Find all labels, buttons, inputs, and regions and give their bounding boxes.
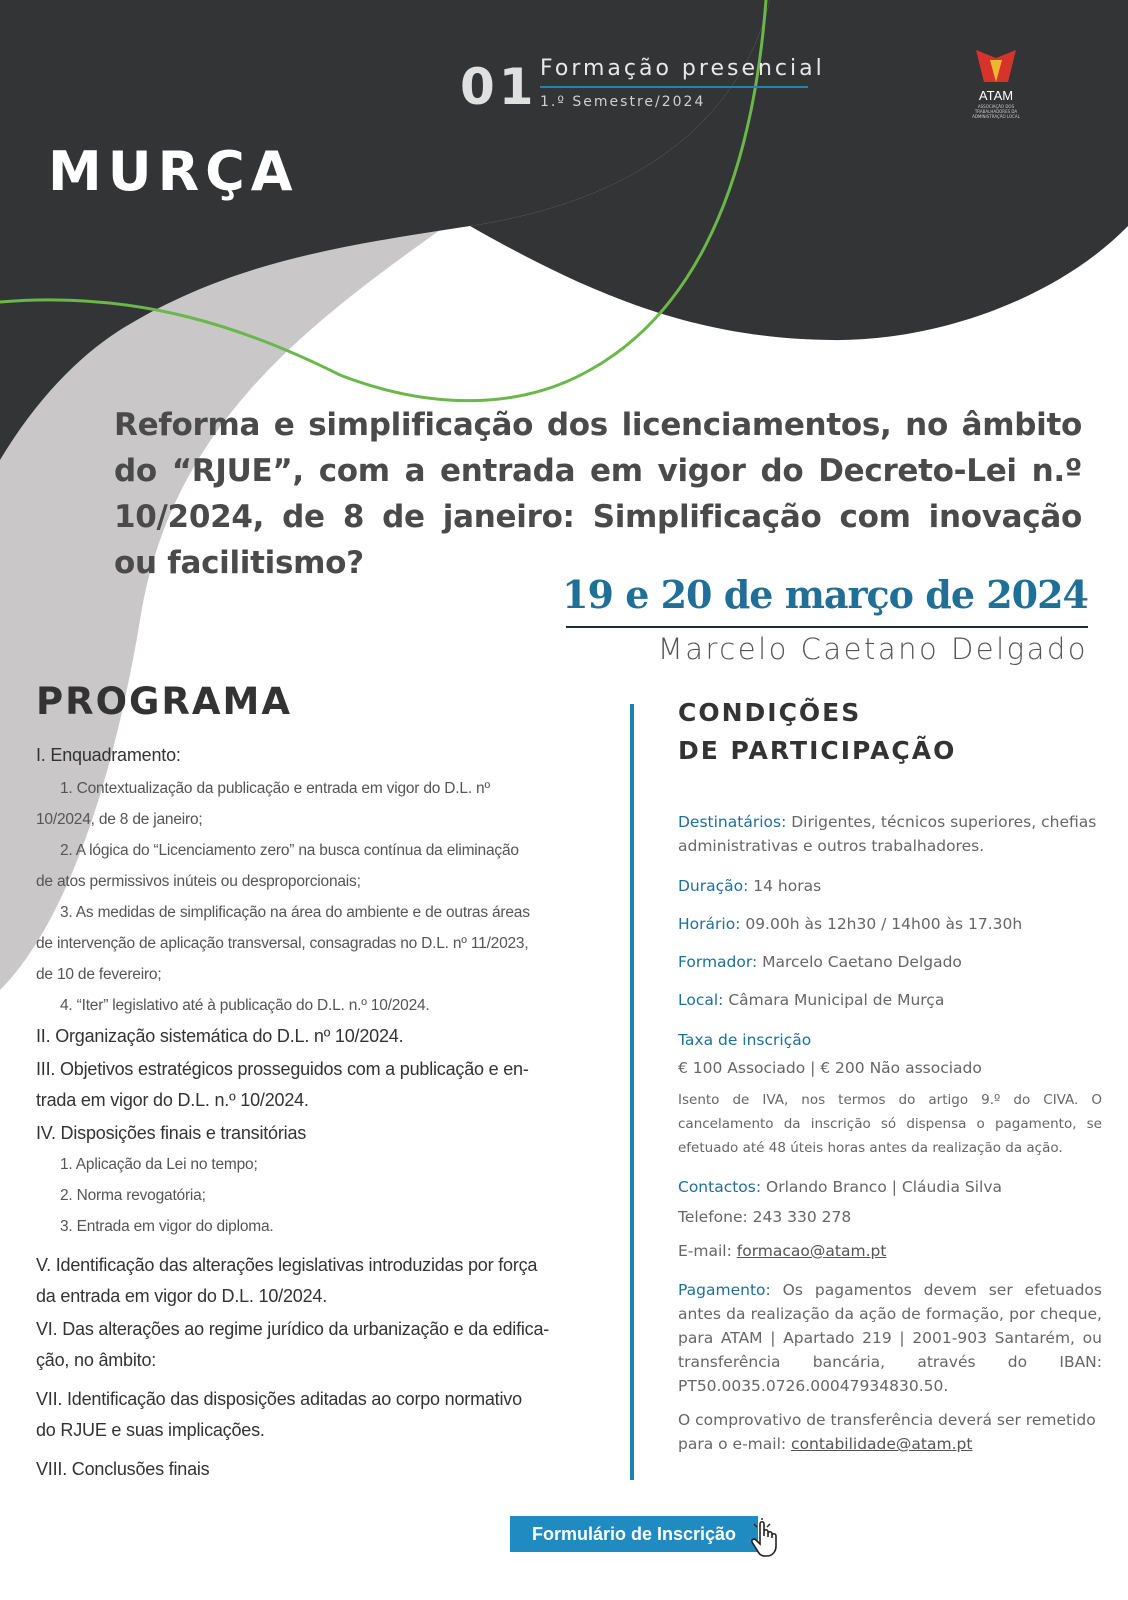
duracao-value: 14 horas [748, 877, 822, 895]
taxa-label: Taxa de inscrição [678, 1031, 812, 1049]
horario-row [678, 912, 1102, 936]
comprovativo-text: O comprovativo de transferência deverá ser remetido para o e-mail: [678, 1411, 1096, 1453]
contactos-row [678, 1172, 1102, 1202]
semester: 1.º Semestre/2024 [540, 94, 706, 110]
program-subitem: 2. Norma revogatória; [60, 1187, 206, 1204]
logo-subtitle: ASSOCIAÇÃO DOS TRABALHADORES DA ADMINISTRAÇÃO LOCAL [972, 104, 1020, 119]
program-subitem: 1. Contextualização da publicação e entrada em vigor do D.L. nº [60, 780, 490, 797]
course-type: Formação presencial [540, 56, 825, 81]
comprovativo-row [678, 1408, 1102, 1456]
local-row [678, 988, 1102, 1012]
email-link[interactable]: formacao@atam.pt [736, 1242, 887, 1260]
program-subitem: 1. Aplicação da Lei no tempo; [60, 1156, 258, 1173]
program-list [36, 740, 596, 1487]
program-subitem: de 10 de fevereiro; [36, 966, 162, 983]
program-item: ção, no âmbito: [36, 1350, 157, 1370]
contactos-value: Orlando Branco | Cláudia Silva [761, 1178, 1003, 1196]
isento-note: Isento de IVA, nos termos do artigo 9.º do CIVA. O cancelamento da inscrição só dispensa o pagamento, se efetuado até 48 úteis horas antes da realização da ação. [678, 1092, 1102, 1156]
program-subitem: 4. “Iter” legislativo até à publicação do D.L. n.º 10/2024. [60, 997, 430, 1014]
program-subitem: de intervenção de aplicação transversal, consagradas no D.L. nº 11/2023, [36, 935, 529, 952]
city-title: MURÇA [48, 140, 299, 203]
program-item: do RJUE e suas implicações. [36, 1420, 265, 1440]
contactos-label: Contactos: [678, 1178, 762, 1196]
conditions-title-line: CONDIÇÕES [678, 698, 862, 727]
horario-value: 09.00h às 12h30 / 14h00 às 17.30h [740, 915, 1023, 933]
telefone: Telefone: 243 330 278 [678, 1208, 852, 1226]
program-item: I. Enquadramento: [36, 745, 181, 765]
program-subitem: 3. As medidas de simplificação na área do ambiente e de outras áreas [60, 904, 530, 921]
formador-label: Formador: [678, 953, 758, 971]
formador-value: Marcelo Caetano Delgado [757, 953, 962, 971]
email-label: E-mail: [678, 1242, 737, 1260]
local-label: Local: [678, 991, 724, 1009]
duracao-row [678, 874, 1102, 898]
program-item: VIII. Conclusões finais [36, 1459, 210, 1479]
program-item: IV. Disposições finais e transitórias [36, 1123, 307, 1143]
date-underline [566, 626, 1088, 628]
formador-row [678, 950, 1102, 974]
program-item: VII. Identificação das disposições aditadas ao corpo normativo [36, 1389, 522, 1409]
course-underline [540, 86, 808, 88]
conditions-title [678, 694, 956, 770]
speaker-name: Marcelo Caetano Delgado [657, 632, 1088, 666]
duracao-label: Duração: [678, 877, 749, 895]
contabilidade-email-link[interactable]: contabilidade@atam.pt [791, 1435, 973, 1453]
pagamento-row [678, 1278, 1102, 1398]
pagamento-value: Os pagamentos devem ser efetuados antes da realização da ação de formação, por cheque, para ATAM | Apartado 219 | 2001-903 Santarém, ou transferência bancária, através do IBAN: PT50.0035.0726.00047934830.50. [678, 1281, 1102, 1395]
program-item: III. Objetivos estratégicos prosseguidos com a publicação e en- [36, 1059, 529, 1079]
local-value: Câmara Municipal de Murça [723, 991, 945, 1009]
email-row [678, 1236, 1102, 1266]
program-subitem: 3. Entrada em vigor do diploma. [60, 1218, 274, 1235]
program-subitem: 2. A lógica do “Licenciamento zero” na busca contínua da eliminação [60, 842, 519, 859]
pointer-hand-icon [746, 1518, 790, 1562]
conditions-title-line: DE PARTICIPAÇÃO [678, 736, 957, 765]
horario-label: Horário: [678, 915, 741, 933]
program-subitem: de atos permissivos inúteis ou desproporcionais; [36, 873, 361, 890]
taxa-value: € 100 Associado | € 200 Não associado [678, 1059, 982, 1077]
program-item: II. Organização sistemática do D.L. nº 10/2024. [36, 1026, 404, 1046]
program-item: VI. Das alterações ao regime jurídico da urbanização e da edifica- [36, 1319, 550, 1339]
conditions-details [678, 810, 1102, 1456]
program-title: PROGRAMA [36, 680, 293, 723]
event-date: 19 e 20 de março de 2024 [562, 572, 1088, 617]
registration-form-button[interactable]: Formulário de Inscrição [510, 1516, 758, 1552]
destinatarios-label: Destinatários: [678, 813, 787, 831]
program-item: trada em vigor do D.L. n.º 10/2024. [36, 1090, 309, 1110]
program-item: da entrada em vigor do D.L. 10/2024. [36, 1286, 327, 1306]
course-number: 01 [460, 58, 538, 116]
course-title: Reforma e simplificação dos licenciamentos, no âmbito do “RJUE”, com a entrada em vigor do Decreto-Lei n.º 10/2024, de 8 de janeiro: Simplificação com inovação ou facilitismo? [114, 407, 1082, 581]
pagamento-label: Pagamento: [678, 1281, 771, 1299]
destinatarios-row [678, 810, 1102, 858]
conditions-divider [630, 704, 634, 1480]
program-item: V. Identificação das alterações legislativas introduzidas por força [36, 1255, 538, 1275]
destinatarios-value: Dirigentes, técnicos superiores, chefias administrativas e outros trabalhadores. [678, 813, 1097, 855]
logo-name: ATAM [978, 88, 1014, 103]
program-subitem: 10/2024, de 8 de janeiro; [36, 811, 203, 828]
